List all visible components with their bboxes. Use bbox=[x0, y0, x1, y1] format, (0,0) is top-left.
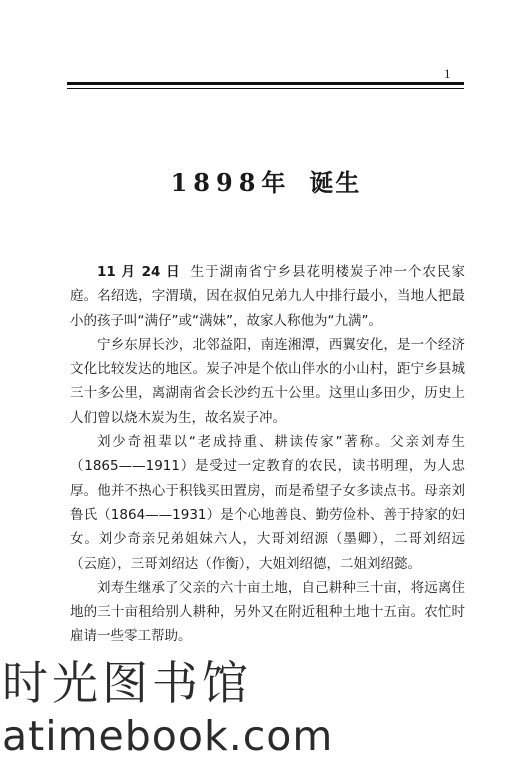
chapter-event: 诞生 bbox=[309, 168, 362, 197]
paragraph: 宁乡东屏长沙，北邻益阳，南连湘潭，西翼安化，是一个经济文化比较发达的地区。炭子冲是个依山伴水的小山村，距宁乡县城三十多公里，离湖南省会长沙约五十公里。这里山多田少，历史上人们曾以烧木炭为生，故名炭子冲。 bbox=[70, 336, 465, 426]
chapter-year-suffix: 年 bbox=[261, 168, 288, 197]
watermark-title: 时光图书馆 bbox=[2, 656, 252, 710]
paragraph-text: 生于湖南省宁乡县花明楼炭子冲一个农民家庭。名绍选，字渭璜，因在叔伯兄弟九人中排行最小，当地人把最小的孩子叫“满仔”或“满妹”，故家人称他为“九满”。 bbox=[70, 264, 465, 329]
chapter-year: 1898 bbox=[170, 168, 262, 197]
paragraph: 刘少奇祖辈以“老成持重、耕读传家”著称。父亲刘寿生（1865——1911）是受过一定教育的农民，读书明理，为人忠厚。他并不热心于积钱买田置房，而是希望子女多读点书。母亲刘鲁氏（1864——1931）是个心地善良、勤劳俭朴、善于持家的妇女。刘少奇亲兄弟姐妹六人，大哥刘绍源（墨卿），二哥刘绍远（云庭），三哥刘绍达（作衡），大姐刘绍德，二姐刘绍懿。 bbox=[70, 434, 465, 572]
chapter-title bbox=[0, 163, 532, 198]
header-rule bbox=[67, 82, 464, 85]
watermark bbox=[0, 650, 532, 768]
page-number: 1 bbox=[444, 66, 451, 81]
header-rule-thin bbox=[67, 88, 464, 89]
paragraph bbox=[70, 260, 465, 333]
paragraph: 刘寿生继承了父亲的六十亩土地，自己耕种三十亩，将远离住地的三十亩租给别人耕种，另外又在附近租种土地十五亩。农忙时雇请一些零工帮助。 bbox=[70, 579, 465, 645]
watermark-url: atimebook.com bbox=[2, 712, 334, 760]
body-text bbox=[70, 260, 465, 649]
date-lead: 11 月 24 日 bbox=[97, 264, 181, 280]
